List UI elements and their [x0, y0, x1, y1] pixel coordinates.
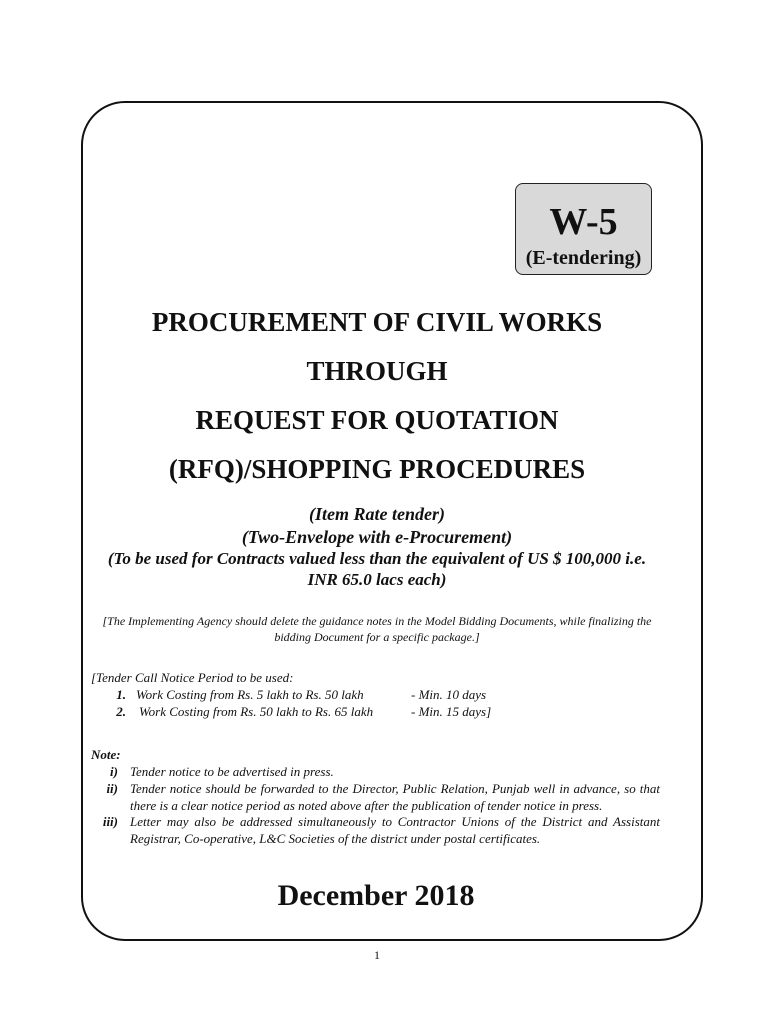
- guidance-note: [The Implementing Agency should delete the guidance notes in the Model Bidding Documents, while finalizing the bidding Document for a specific package.]: [102, 614, 652, 644]
- tender-period-heading: [Tender Call Notice Period to be used:: [91, 670, 294, 685]
- subtitle-line-3: (To be used for Contracts valued less than the equivalent of US $ 100,000 i.e.: [107, 549, 647, 568]
- subtitle-line-2: (Two-Envelope with e-Procurement): [241, 527, 513, 547]
- note-number: ii): [106, 781, 118, 796]
- form-code-subtitle: (E-tendering): [525, 247, 642, 269]
- tender-item-number: 1.: [116, 687, 126, 702]
- page-number: 1: [374, 948, 380, 962]
- subtitle-line-4: INR 65.0 lacs each): [307, 570, 447, 589]
- note-text: Tender notice to be advertised in press.: [130, 764, 334, 779]
- note-number: iii): [102, 814, 118, 829]
- tender-item-text: Work Costing from Rs. 5 lakh to Rs. 50 lakh: [136, 687, 364, 702]
- title-line-3: REQUEST FOR QUOTATION: [195, 405, 559, 435]
- tender-item-number: 2.: [116, 704, 126, 719]
- title-line-4: (RFQ)/SHOPPING PROCEDURES: [168, 454, 586, 484]
- notes-heading: Note:: [91, 747, 121, 762]
- note-text: Tender notice should be forwarded to the Director, Public Relation, Punjab well in advance, so that there is a clear notice period as noted above after the publication of tender notice in press.: [130, 781, 660, 813]
- tender-item-text: Work Costing from Rs. 50 lakh to Rs. 65 lakh: [139, 704, 374, 719]
- form-code: W-5: [549, 201, 618, 243]
- tender-item-period: - Min. 10 days: [411, 687, 487, 702]
- title-line-2: THROUGH: [306, 356, 448, 386]
- title-line-1: PROCUREMENT OF CIVIL WORKS: [151, 307, 603, 337]
- subtitle-line-1: (Item Rate tender): [309, 504, 445, 524]
- note-number: i): [110, 764, 118, 779]
- form-code-badge: [515, 183, 652, 275]
- note-text: Letter may also be addressed simultaneously to Contractor Unions of the District and Assistant Registrar, Co-operative, L&C Societies of the district under postal certificates.: [130, 814, 660, 846]
- document-date: December 2018: [277, 879, 475, 912]
- tender-item-period: - Min. 15 days]: [411, 704, 492, 719]
